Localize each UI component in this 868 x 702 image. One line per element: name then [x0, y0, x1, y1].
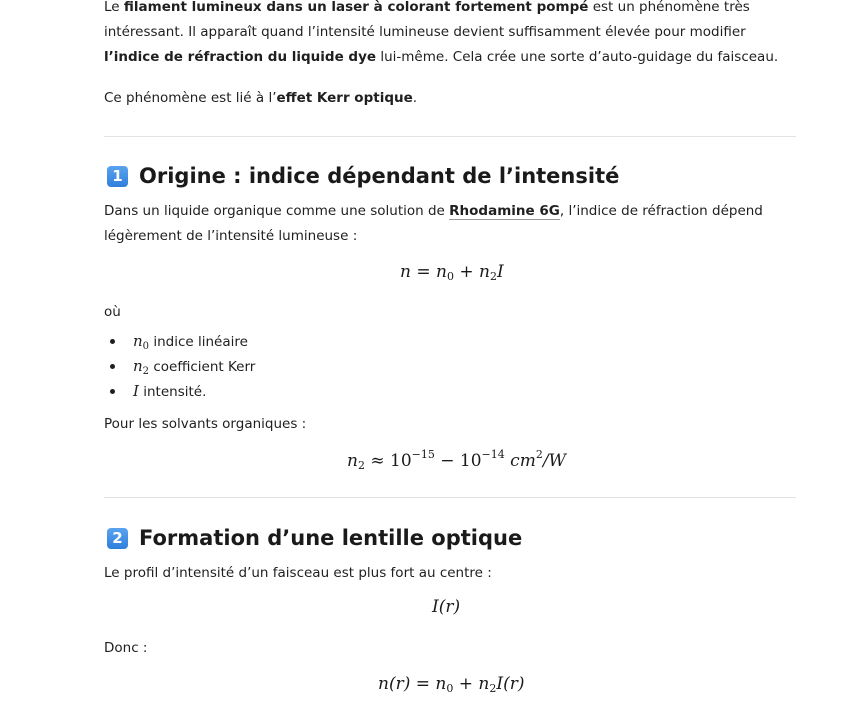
- rhodamine-link[interactable]: Rhodamine 6G: [449, 203, 560, 219]
- intro-paragraph: Le filament lumineux dans un laser à colorant fortement pompé est un phénomène très intéressant. Il apparaît quand l’intensité lumineuse devient suffisamment élevée pour modifier l’indice de réfraction du liquide dye lui-même. Cela crée une sorte d’auto-guidage du faisceau.: [104, 0, 779, 65]
- solvants-text: Pour les solvants organiques :: [104, 416, 307, 432]
- keycap-2-icon: 2: [107, 528, 128, 549]
- donc-text: Donc :: [104, 640, 148, 656]
- section-divider: [104, 497, 796, 498]
- section-1-paragraph: Dans un liquide organique comme une solution de Rhodamine 6G, l’indice de réfraction dépend légèrement de l’intensité lumineuse :: [104, 203, 763, 244]
- section-divider: [104, 136, 796, 137]
- keycap-1-icon: 1: [107, 166, 128, 187]
- equation-kerr-index: $n = n_0 + n_2I$: [400, 262, 504, 283]
- definitions-list: [104, 329, 255, 404]
- equation-index-profile: $n(r) = n_0 + n_2I(r)$: [378, 674, 525, 695]
- equation-intensity: I(r): [432, 597, 461, 617]
- list-item: I intensité.: [104, 379, 255, 404]
- ou-text: où: [104, 304, 121, 320]
- kerr-paragraph: Ce phénomène est lié à l’effet Kerr optique.: [104, 90, 418, 106]
- section-2-paragraph: Le profil d’intensité d’un faisceau est plus fort au centre :: [104, 565, 492, 581]
- list-item: $n_0$ indice linéaire: [104, 329, 255, 354]
- equation-n2-value: $n_2 \approx 10^{-15} - 10^{-14}$ $cm^2/W$: [347, 448, 567, 472]
- section-2-heading: 2 Formation d’une lentille optique: [104, 526, 522, 550]
- list-item: $n_2$ coefficient Kerr: [104, 354, 255, 379]
- section-1-heading: 1 Origine : indice dépendant de l’intensité: [104, 164, 619, 188]
